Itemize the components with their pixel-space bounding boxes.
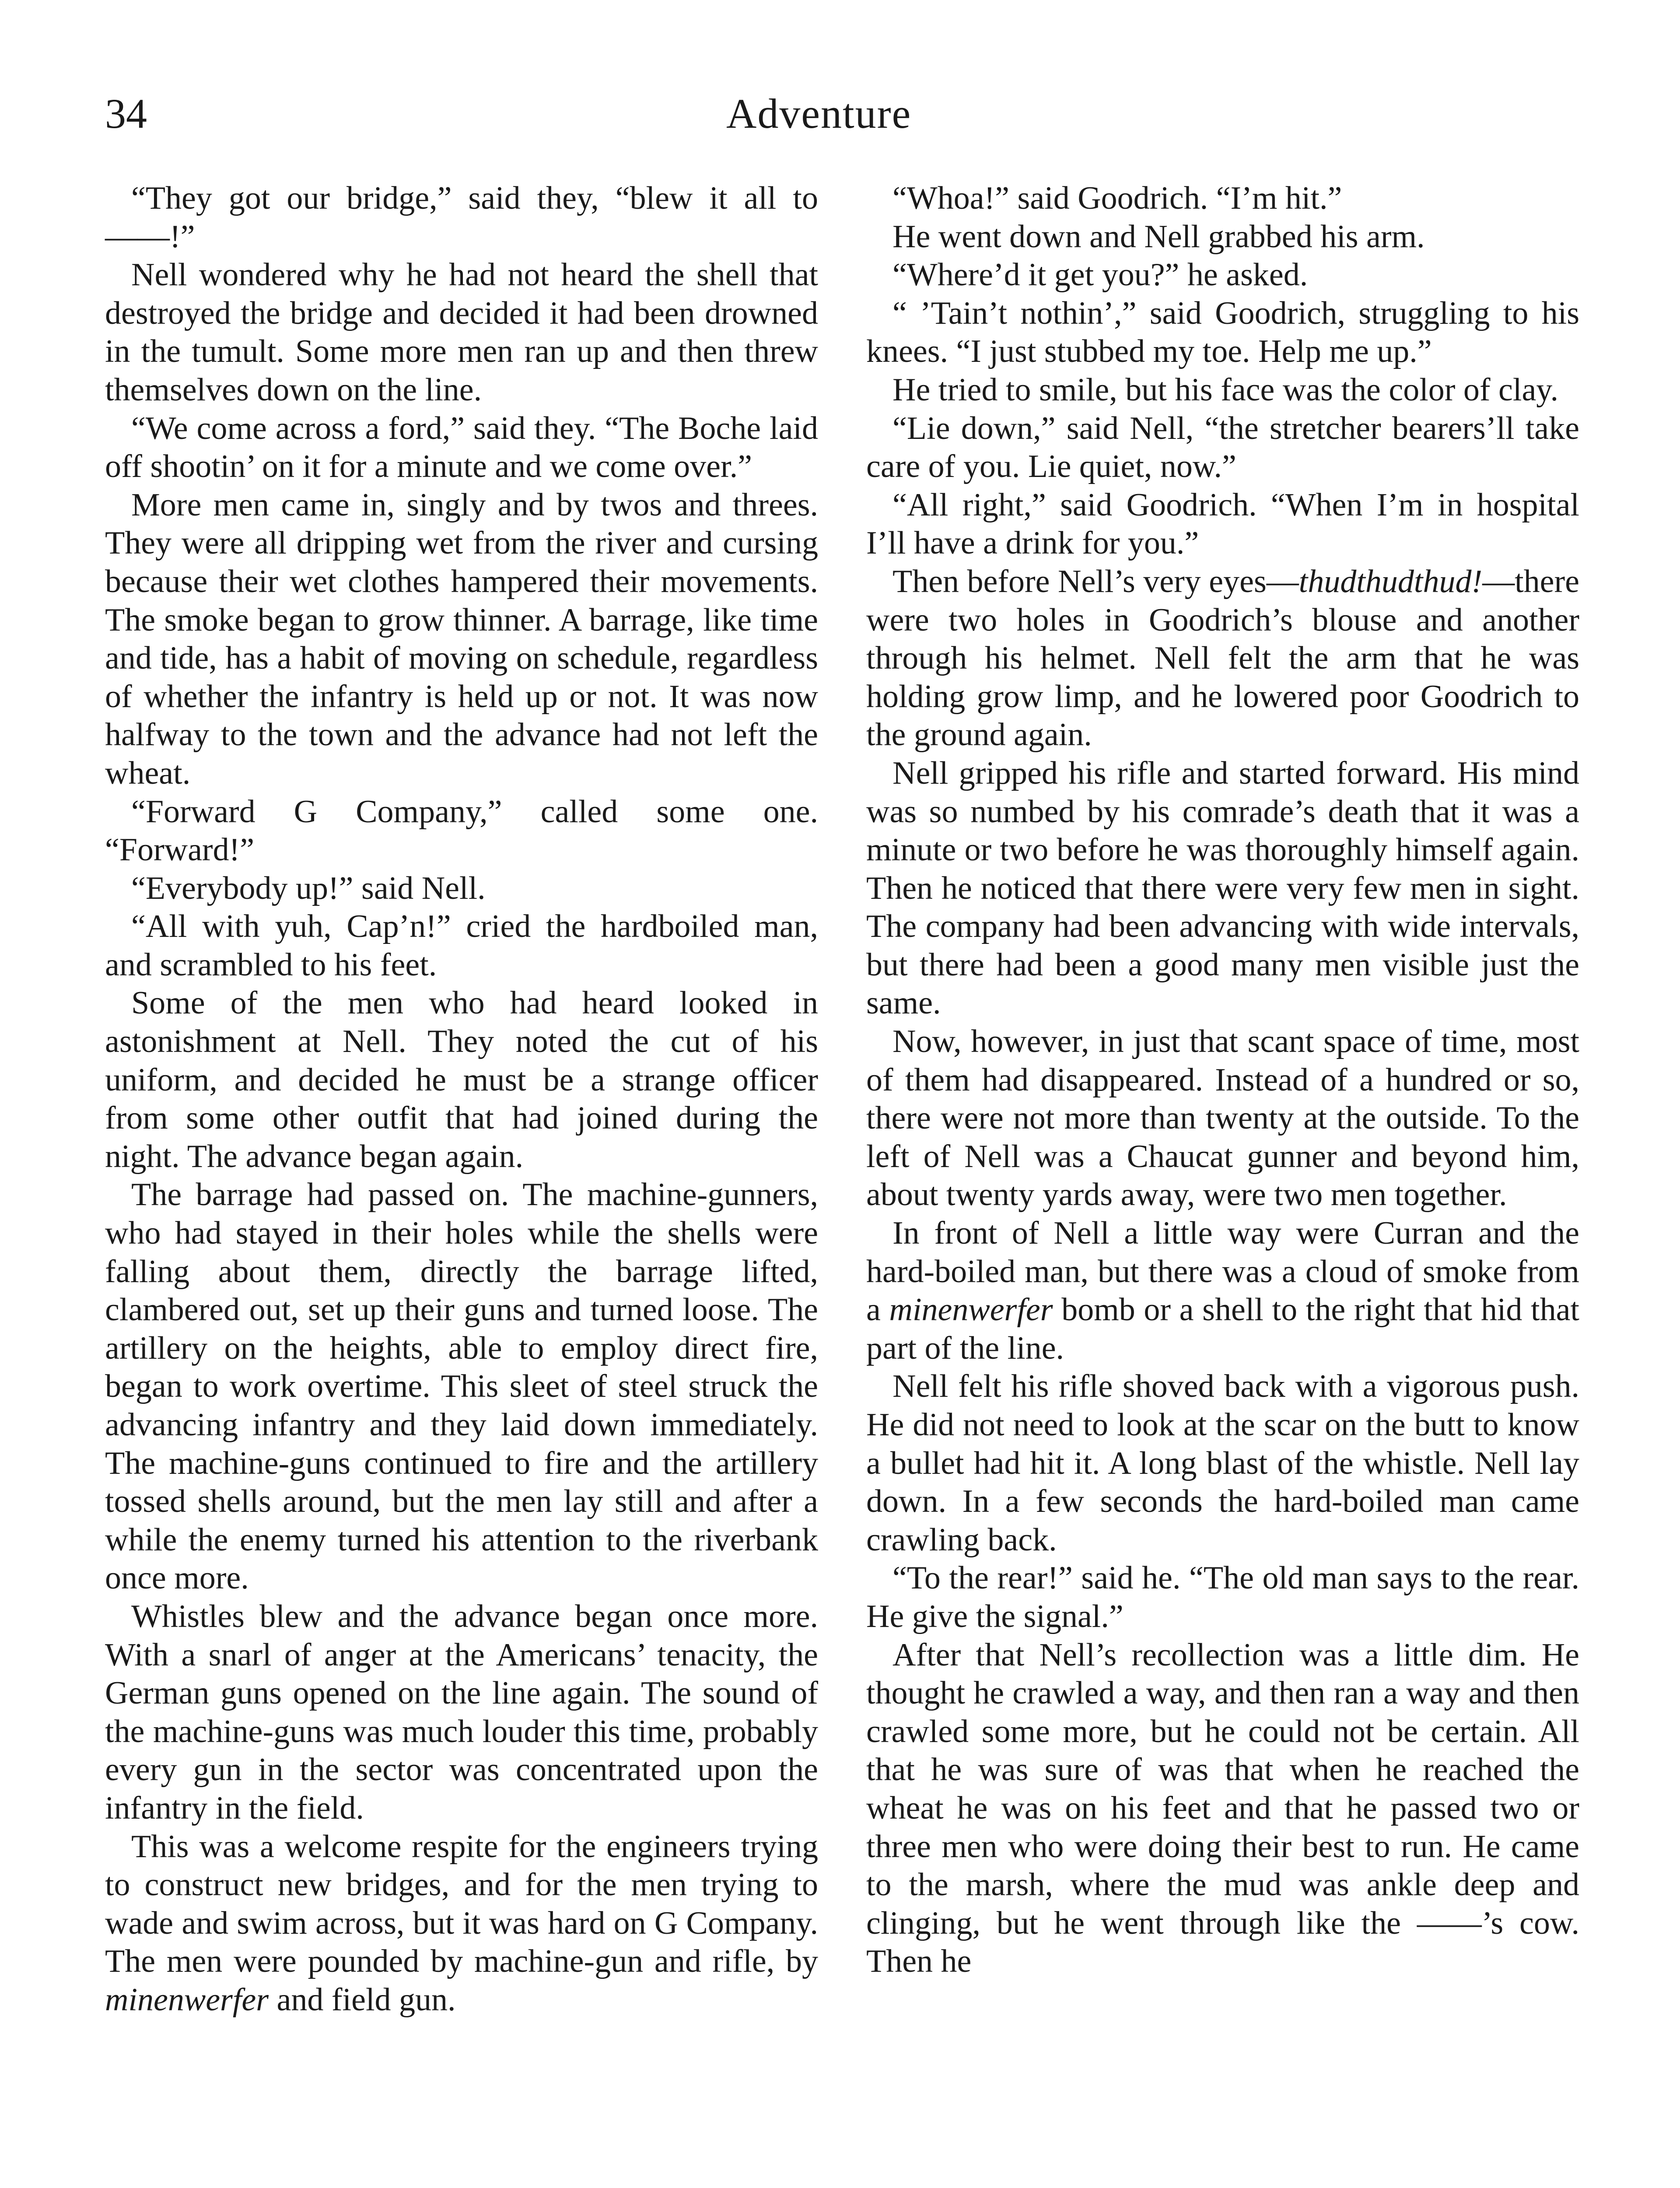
page-number: 34 (105, 90, 147, 137)
paragraph (105, 256, 818, 409)
paragraph (866, 256, 1579, 295)
paragraph (105, 486, 818, 793)
text-run: “Lie down,” said Nell, “the stretcher bearers’ll take care of you. Lie quiet, now.” (866, 410, 1579, 485)
text-run: Now, however, in just that scant space of time, most of them had disappeared. Instead of a hundred or so, there were not more than twenty at the outside. To the left of Nell was a Chaucat gunner and beyond him, about twenty yards away, were two men together. (866, 1024, 1579, 1213)
text-run: “They got our bridge,” said they, “blew it all to ——!” (105, 180, 818, 255)
text-run: This was a welcome respite for the engineers trying to construct new bridges, and for the men trying to wade and swim across, but it was hard on G Company. The men were pounded by machine-gun and rifle, by (105, 1828, 818, 1980)
left-text-column (105, 179, 818, 2020)
paragraph (866, 1368, 1579, 1559)
running-title: Adventure (726, 90, 912, 137)
paragraph (866, 1636, 1579, 1981)
text-run: Whistles blew and the advance began once more. With a snarl of anger at the Americans’ tenacity, the German guns opened on the line again. The sound of the machine-guns was much louder this time, probably every gun in the sector was concentrated upon the infantry in the field. (105, 1598, 818, 1826)
paragraph (105, 410, 818, 486)
text-run: “Forward G Company,” called some one. “Forward!” (105, 793, 818, 868)
text-run: “To the rear!” said he. “The old man says to the rear. He give the signal.” (866, 1560, 1579, 1634)
paragraph (866, 295, 1579, 371)
text-run: After that Nell’s recollection was a little dim. He thought he crawled a way, and then ran a way and then crawled some more, but he could not be certain. All that he was sure of was that when he reached the wheat he was on his feet and that he passed two or three men who were doing their best to run. He came to the marsh, where the mud was ankle deep and clinging, but he went through like the ——’s cow. Then he (866, 1637, 1579, 1980)
paragraph (105, 793, 818, 870)
paragraph (105, 908, 818, 984)
paragraph (105, 870, 818, 908)
paragraph (866, 218, 1579, 256)
text-run: Nell felt his rifle shoved back with a vigorous push. He did not need to look at the scar on the butt to know a bullet had hit it. A long blast of the whistle. Nell lay down. In a few seconds the hard-boiled man came crawling back. (866, 1368, 1579, 1558)
text-run: He tried to smile, but his face was the color of clay. (892, 372, 1558, 408)
text-run: The barrage had passed on. The machine-gunners, who had stayed in their holes while the shells were falling about them, directly the barrage lifted, clambered out, set up their guns and turned loose. The artillery on the heights, able to employ direct fire, began to work overtime. This sleet of steel struck the advancing infantry and they laid down immediately. The machine-guns continued to fire and the artillery tossed shells around, but the men lay still and after a while the enemy turned his attention to the riverbank once more. (105, 1177, 818, 1596)
paragraph (866, 486, 1579, 563)
page-header (105, 83, 945, 144)
text-run: “All with yuh, Cap’n!” cried the hardboiled man, and scrambled to his feet. (105, 908, 818, 983)
paragraph (866, 1214, 1579, 1368)
paragraph (866, 1023, 1579, 1214)
text-run: “ ’Tain’t nothin’,” said Goodrich, struggling to his knees. “I just stubbed my toe. Help me up.” (866, 295, 1579, 370)
paragraph (105, 1176, 818, 1598)
paragraph (866, 563, 1579, 754)
text-run: bomb or a shell to the right that hid that part of the line. (866, 1292, 1579, 1366)
text-run: “Where’d it get you?” he asked. (892, 257, 1308, 293)
text-run: “All right,” said Goodrich. “When I’m in hospital I’ll have a drink for you.” (866, 487, 1579, 561)
text-run: “Everybody up!” said Nell. (131, 870, 486, 906)
text-run: Then before Nell’s very eyes— (892, 563, 1299, 600)
text-run: Nell wondered why he had not heard the shell that destroyed the bridge and decided it had been drowned in the tumult. Some more men ran up and then threw themselves down on the line. (105, 257, 818, 408)
right-text-column (866, 179, 1579, 1981)
paragraph (105, 1828, 818, 2020)
text-run: Nell gripped his rifle and started forward. His mind was so numbed by his comrade’s death that it was a minute or two before he was thoroughly himself again. Then he noticed that there were very few men in sight. The company had been advancing with wide intervals, but there had been a good many men visible just the same. (866, 755, 1579, 1021)
italic-text: thudthudthud! (1298, 563, 1483, 600)
italic-text: minenwerfer (889, 1292, 1053, 1328)
text-run: Some of the men who had heard looked in astonishment at Nell. They noted the cut of his uniform, and decided he must be a strange officer from some other outfit that had joined during the night. The advance began again. (105, 985, 818, 1175)
paragraph (866, 1559, 1579, 1636)
text-run: “Whoa!” said Goodrich. “I’m hit.” (892, 180, 1342, 216)
paragraph (866, 754, 1579, 1023)
paragraph (105, 984, 818, 1176)
paragraph (105, 1598, 818, 1828)
text-run: and field gun. (269, 1981, 456, 2018)
text-run: —there were two holes in Goodrich’s blouse and another through his helmet. Nell felt the arm that he was holding grow limp, and he lowered poor Goodrich to the ground again. (866, 563, 1579, 753)
italic-text: minenwerfer (105, 1981, 269, 2018)
paragraph (105, 179, 818, 256)
paragraph (866, 179, 1579, 218)
text-run: More men came in, singly and by twos and threes. They were all dripping wet from the river and cursing because their wet clothes hampered their movements. The smoke began to grow thinner. A barrage, like time and tide, has a habit of moving on schedule, regardless of whether the infantry is held up or not. It was now halfway to the town and the advance had not left the wheat. (105, 487, 818, 791)
paragraph (866, 410, 1579, 486)
paragraph (866, 371, 1579, 410)
text-run: “We come across a ford,” said they. “The Boche laid off shootin’ on it for a minute and we come over.” (105, 410, 818, 485)
text-run: In front of Nell a little way were Curran and the hard-boiled man, but there was a cloud of smoke from a (866, 1215, 1579, 1328)
text-run: He went down and Nell grabbed his arm. (892, 218, 1425, 255)
